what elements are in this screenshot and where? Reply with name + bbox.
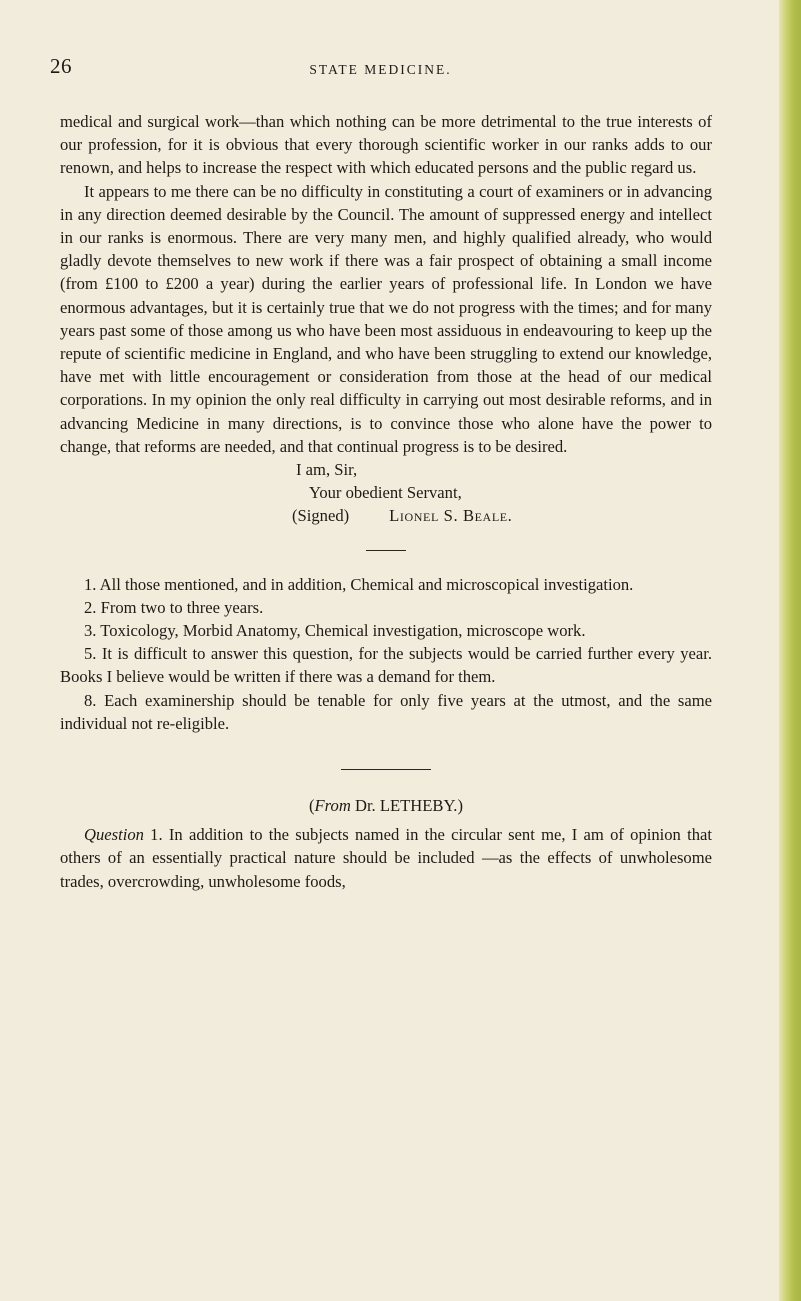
letter-closing — [60, 458, 712, 528]
from-attribution — [60, 794, 712, 817]
answer-item: 5. It is difficult to answer this question, for the subjects would be carried further every year. Books I believe would be written if there was a demand for them. — [60, 644, 712, 687]
page-header — [48, 54, 713, 84]
closing-servant: Your obedient Servant, — [309, 483, 462, 503]
paragraph-1: medical and surgical work—than which nothing can be more detrimental to the true interests of our profession, for it is obvious that every thorough scientific worker in our ranks adds to our renown, and helps to increase the respect with which educated persons and the public regard us. — [60, 112, 712, 178]
page-edge-discoloration — [779, 0, 801, 1301]
answer-item: 2. From two to three years. — [84, 597, 264, 617]
section-divider-long — [341, 769, 431, 770]
answer-item: 8. Each examinership should be tenable for only five years at the utmost, and the same individual not re-eligible. — [60, 690, 712, 733]
from-open-paren: ( — [309, 796, 315, 816]
answer-item: 1. All those mentioned, and in addition, Chemical and microscopical investigation. — [84, 574, 634, 594]
answer-item: 3. Toxicology, Morbid Anatomy, Chemical investigation, microscope work. — [84, 621, 586, 641]
question-text: 1. In addition to the subjects named in the circular sent me, I am of opinion that others of an essentially practical nature should be included —as the effects of unwholesome trades, overcrowding, unwholesome foods, — [60, 825, 712, 891]
question-label: Question — [84, 825, 144, 845]
page-number: 26 — [50, 54, 72, 78]
signed-label: (Signed) — [292, 506, 350, 526]
body-text — [60, 110, 712, 893]
closing-salutation: I am, Sir, — [296, 460, 358, 480]
question-paragraph — [60, 823, 712, 893]
running-head: STATE MEDICINE. — [309, 62, 452, 77]
from-word: From — [314, 796, 351, 816]
section-divider-short — [366, 550, 406, 551]
signature-line — [60, 504, 712, 527]
signatory-name: Lionel S. Beale. — [389, 506, 513, 526]
paragraph-2: It appears to me there can be no difficulty in constituting a court of examiners or in advancing in any direction deemed desirable by the Council. The amount of suppressed energy and intellect in our ranks is enormous. There are very many men, and highly qualified already, who would gladly devote themselves to new work if there was a fair prospect of obtaining a small income (from £100 to £200 a year) during the earlier years of professional life. In London we have enormous advantages, but it is certainly true that we do not progress with the times; and for many years past some of those among us who have been most assiduous in endeavouring to keep up the repute of scientific medicine in England, and who have been struggling to extend our knowledge, have met with little encouragement or consideration from those at the head of our medical corporations. In my opinion the only real difficulty in carrying out most desirable reforms, and in advancing Medicine in many directions, is to convince those who alone have the power to change, that reforms are needed, and that continual progress is to be desired. — [60, 181, 712, 456]
from-name: Dr. LETHEBY.) — [350, 796, 463, 816]
